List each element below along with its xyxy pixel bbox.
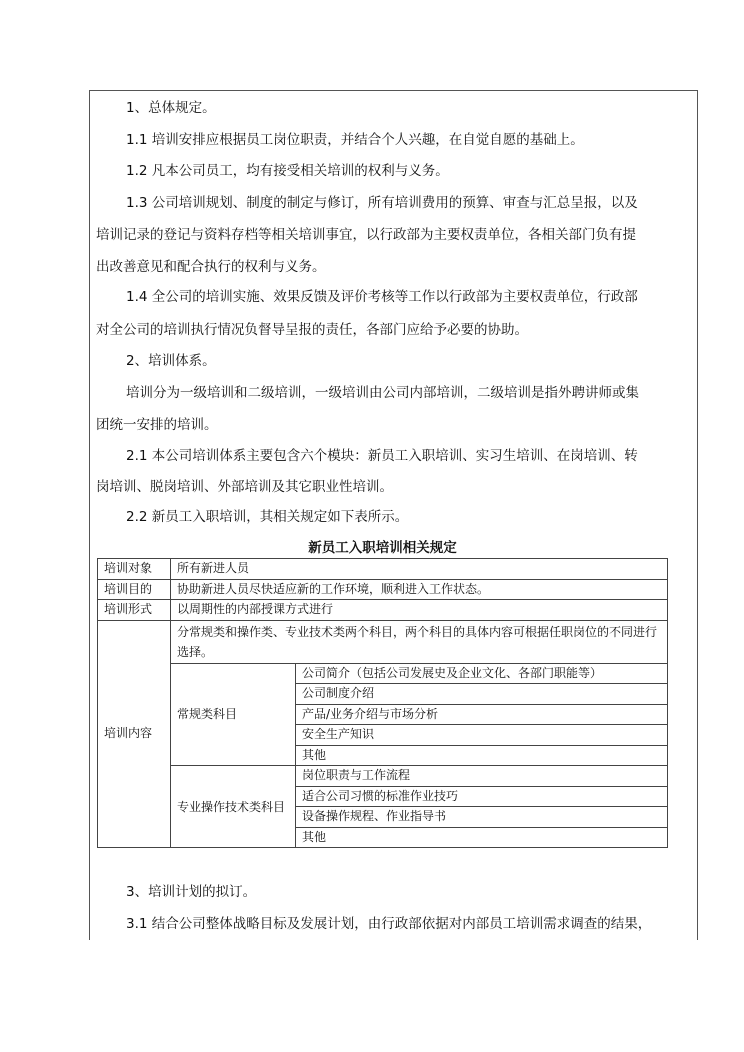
paragraph-line: 对全公司的培训执行情况负督导呈报的责任，各部门应给予必要的协助。 [96, 322, 528, 338]
paragraph-line: 团统一安排的培训。 [96, 417, 218, 433]
table-row [98, 766, 668, 787]
table-cell: 公司简介（包括公司发展史及企业文化、各部门职能等） [296, 663, 668, 684]
table-cell: 以周期性的内部授课方式进行 [171, 600, 668, 621]
table-cell: 分常规类和操作类、专业技术类两个科目，两个科目的具体内容可根据任职岗位的不同进行选择。 [171, 620, 668, 663]
table-cell: 产品/业务介绍与市场分析 [296, 704, 668, 725]
table-cell: 其他 [296, 827, 668, 848]
table-cell: 培训对象 [98, 559, 171, 580]
table-row [98, 559, 668, 580]
paragraph-line: 2、培训体系。 [126, 353, 216, 369]
paragraph-line: 培训分为一级培训和二级培训，一级培训由公司内部培训，二级培训是指外聘讲师或集 [126, 385, 639, 401]
paragraph-line: 2.2 新员工入职培训，其相关规定如下表所示。 [126, 509, 409, 525]
paragraph-line: 1、总体规定。 [126, 100, 216, 116]
table-row [98, 600, 668, 621]
paragraph-line: 岗培训、脱岗培训、外部培训及其它职业性培训。 [96, 479, 393, 495]
paragraph-line: 出改善意见和配合执行的权利与义务。 [96, 259, 326, 275]
table-row [98, 579, 668, 600]
paragraph-line: 3、培训计划的拟订。 [126, 884, 257, 900]
table-cell: 设备操作规程、作业指导书 [296, 807, 668, 828]
table-cell: 专业操作技术类科目 [171, 766, 296, 848]
table-cell: 公司制度介绍 [296, 684, 668, 705]
table-cell: 岗位职责与工作流程 [296, 766, 668, 787]
table-row [98, 663, 668, 684]
table-row [98, 620, 668, 663]
paragraph-line: 1.4 全公司的培训实施、效果反馈及评价考核等工作以行政部为主要权责单位，行政部 [126, 289, 638, 305]
table-cell: 培训形式 [98, 600, 171, 621]
training-rules-table [97, 558, 668, 848]
table-cell: 常规类科目 [171, 663, 296, 766]
table-cell: 安全生产知识 [296, 725, 668, 746]
table-cell: 培训内容 [98, 620, 171, 848]
table-cell: 协助新进人员尽快适应新的工作环境，顺利进入工作状态。 [171, 579, 668, 600]
table-cell: 所有新进人员 [171, 559, 668, 580]
paragraph-line: 1.3 公司培训规划、制度的制定与修订，所有培训费用的预算、审查与汇总呈报，以及 [126, 195, 638, 211]
table-cell: 适合公司习惯的标准作业技巧 [296, 786, 668, 807]
table-cell: 其他 [296, 745, 668, 766]
paragraph-line: 3.1 结合公司整体战略目标及发展计划，由行政部依据对内部员工培训需求调查的结果， [126, 916, 652, 932]
paragraph-line: 培训记录的登记与资料存档等相关培训事宜，以行政部为主要权责单位，各相关部门负有提 [96, 227, 636, 243]
paragraph-line: 1.2 凡本公司员工，均有接受相关培训的权利与义务。 [126, 163, 449, 179]
paragraph-line: 2.1 本公司培训体系主要包含六个模块：新员工入职培训、实习生培训、在岗培训、转 [126, 448, 638, 464]
table-cell: 培训目的 [98, 579, 171, 600]
table-title: 新员工入职培训相关规定 [308, 540, 457, 556]
paragraph-line: 1.1 培训安排应根据员工岗位职责，并结合个人兴趣，在自觉自愿的基础上。 [126, 132, 584, 148]
